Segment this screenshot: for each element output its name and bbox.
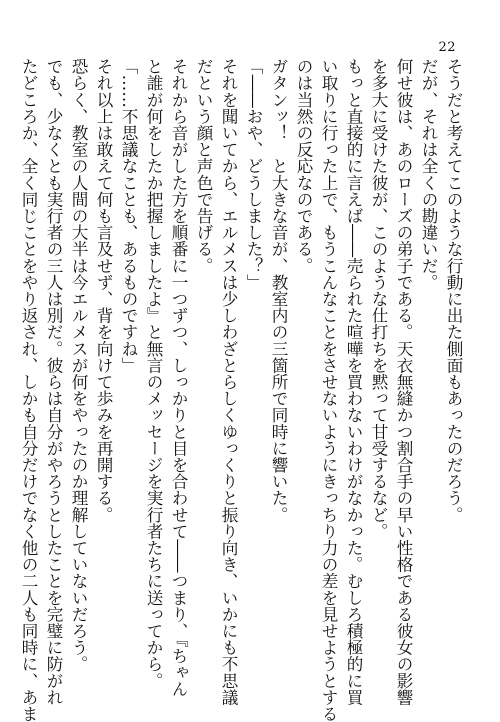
- text-line: それを聞いてから、エルメスは少しわざとらしくゆっくりと振り向き、いかにも不思議: [219, 58, 238, 706]
- text-line: のは当然の反応なのである。: [294, 58, 313, 274]
- text-line: を多大に受けた彼が、このような仕打ちを黙って甘受するなど。: [369, 58, 388, 540]
- text-line: そうだと考えてこのような行動に出た側面もあったのだろう。: [444, 58, 463, 523]
- text-line: だという顔と声色で告げる。: [194, 58, 213, 274]
- text-line: たどころか、全く同じことをやり返され、しかも自分だけでなく他の二人も同時に、あま: [19, 58, 38, 722]
- text-line: それ以上は敢えて何も言及せず、背を向けて歩みを再開する。: [94, 58, 113, 523]
- text-line: 恐らく、教室の人間の大半は今エルメスが何をやったのか理解していないだろう。: [69, 58, 88, 673]
- text-line: と誰が何をしたか把握しましたよ』と無言のメッセージを実行者たちに送ってから。: [144, 58, 163, 689]
- body-text: [16, 58, 466, 722]
- text-line: もっと直接的に言えば――売られた喧嘩を買わないわけがなかった。むしろ積極的に買: [344, 58, 363, 706]
- text-line: でも、少なくとも実行者の三人は別だ。彼らは自分がやろうとしたことを完璧に防がれ: [44, 58, 63, 706]
- text-line: ガタンッ！ と大きな音が、教室内の三箇所で同時に響いた。: [269, 58, 288, 523]
- text-line: だが、それは全くの勘違いだ。: [419, 58, 438, 291]
- page-number: 22: [438, 40, 456, 55]
- text-line: 「――おや、どうしました？」: [244, 58, 263, 291]
- text-line: それから音がした方を順番に一つずつ、しっかりと目を合わせて――つまり、『ちゃん: [169, 58, 188, 698]
- text-line: い取りに行った上で、もうこんなことをさせないようにきっちり力の差を見せようとする: [319, 58, 338, 722]
- text-line: 「……不思議なことも、あるものですね」: [119, 58, 138, 374]
- text-line: 何せ彼は、あのローズの弟子である。天衣無縫かつ割合手の早い性格である彼女の影響: [394, 58, 413, 706]
